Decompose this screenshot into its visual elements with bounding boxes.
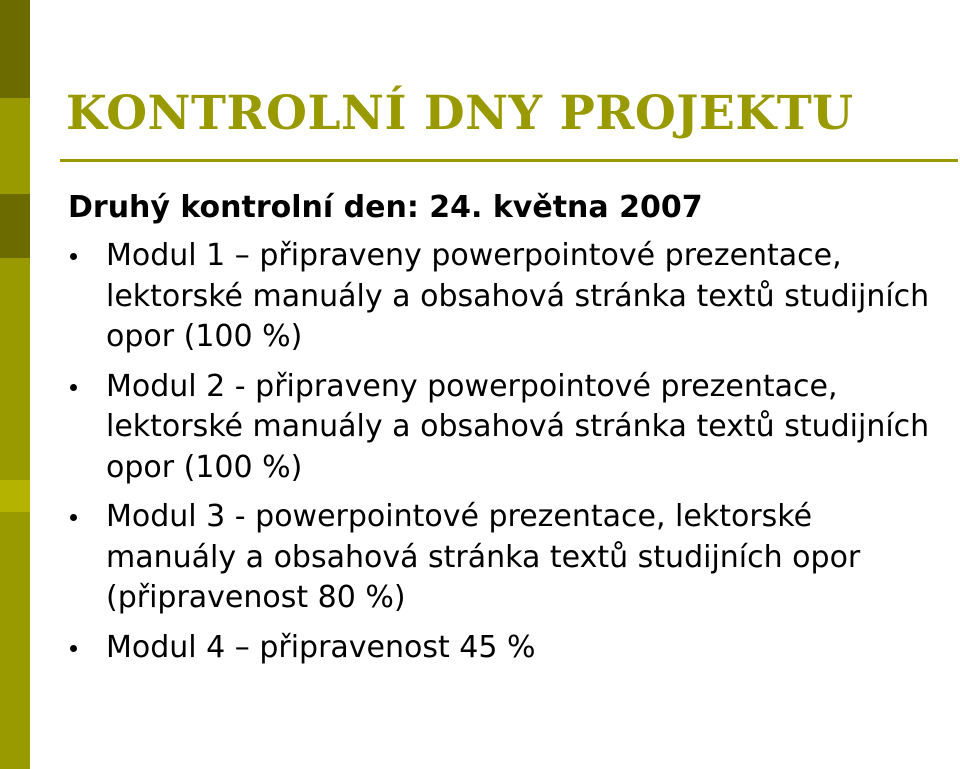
slide-subheading: Druhý kontrolní den: 24. května 2007 (68, 190, 703, 225)
bar-segment (0, 0, 30, 98)
bullet-dot-icon (70, 645, 77, 652)
bar-segment (0, 98, 30, 194)
bullet-dot-icon (70, 384, 77, 391)
bullet-item-modul-3 (68, 497, 948, 619)
bullet-text: Modul 2 - připraveny powerpointové prezentace, lektorské manuály a obsahová stránka textů studijních opor (100 %) (106, 368, 930, 485)
bullet-list (68, 236, 948, 677)
title-underline (60, 159, 958, 162)
bar-segment (0, 512, 30, 769)
bar-segment (0, 480, 30, 512)
bullet-item-modul-4 (68, 628, 948, 669)
bullet-item-modul-2 (68, 367, 948, 489)
bullet-text: Modul 1 – připraveny powerpointové prezentace, lektorské manuály a obsahová stránka textů studijních opor (100 %) (106, 238, 930, 354)
bullet-text: Modul 4 – připravenost 45 % (106, 629, 536, 665)
bullet-dot-icon (70, 253, 77, 260)
bullet-text: Modul 3 - powerpointové prezentace, lektorské manuály a obsahová stránka textů studijních opor (připravenost 80 %) (106, 499, 861, 615)
bar-segment (0, 194, 30, 258)
left-decorative-bar (0, 0, 30, 769)
bullet-item-modul-1 (68, 236, 948, 358)
bar-segment (0, 258, 30, 480)
bullet-dot-icon (70, 514, 77, 521)
slide-title: KONTROLNÍ DNY PROJEKTU (66, 86, 854, 141)
